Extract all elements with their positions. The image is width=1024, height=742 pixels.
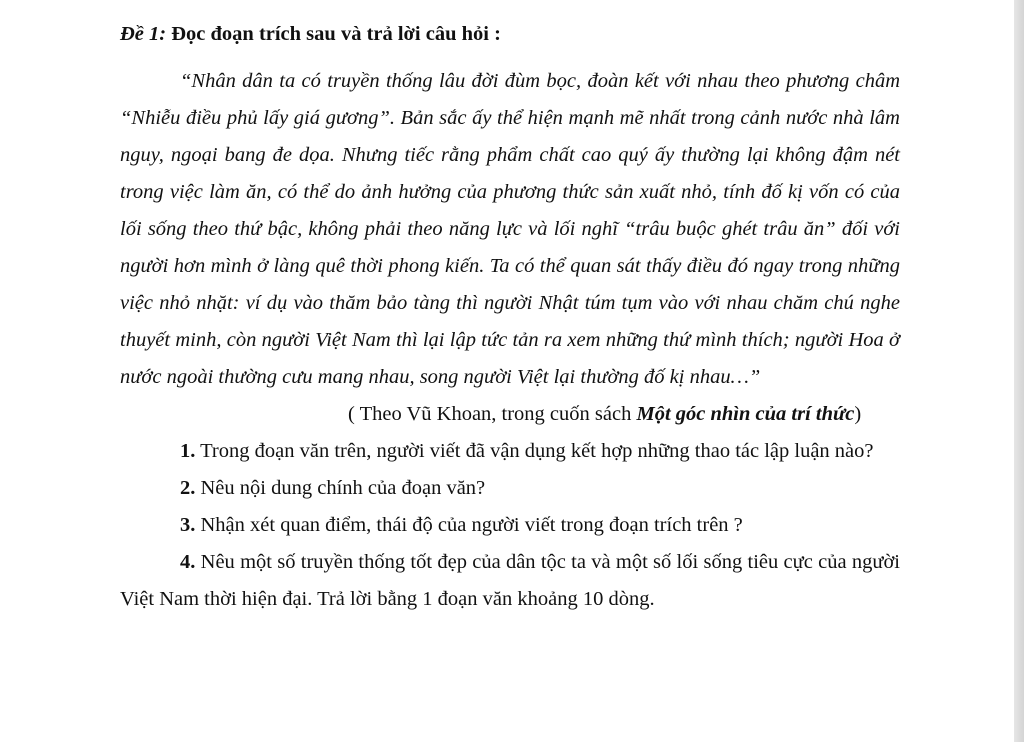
source-suffix: ) [854, 403, 862, 425]
document-page [120, 16, 900, 618]
question-number: 4. [180, 551, 196, 573]
question-number: 3. [180, 514, 196, 536]
question-text: Nêu nội dung chính của đoạn văn? [195, 477, 486, 499]
question-4 [120, 544, 900, 618]
exercise-heading [120, 16, 900, 53]
page-edge-shadow [1014, 0, 1024, 742]
exercise-instruction: Đọc đoạn trích sau và trả lời câu hỏi : [171, 23, 501, 45]
question-text: Nêu một số truyền thống tốt đẹp của dân tộc ta và một số lối sống tiêu cực của người Việt Nam thời hiện đại. Trả lời bằng 1 đoạn văn khoảng 10 dòng. [120, 551, 900, 610]
question-number: 2. [180, 477, 196, 499]
quoted-passage: “Nhân dân ta có truyền thống lâu đời đùm bọc, đoàn kết với nhau theo phương châm “Nhiễu điều phủ lấy giá gương”. Bản sắc ấy thể hiện mạnh mẽ nhất trong cảnh nước nhà lâm nguy, ngoại bang đe dọa. Nhưng tiếc rằng phẩm chất cao quý ấy thường lại không đậm nét trong việc làm ăn, có thể do ảnh hưởng của phương thức sản xuất nhỏ, tính đố kị vốn có của lối sống theo thứ bậc, không phải theo năng lực và lối nghĩ “trâu buộc ghét trâu ăn” đối với người hơn mình ở làng quê thời phong kiến. Ta có thể quan sát thấy điều đó ngay trong những việc nhỏ nhặt: ví dụ vào thăm bảo tàng thì người Nhật túm tụm vào với nhau chăm chú nghe thuyết minh, còn người Việt Nam thì lại lập tức tản ra xem những thứ mình thích; người Hoa ở nước ngoài thường cưu mang nhau, song người Việt lại thường đố kị nhau…” [120, 70, 900, 388]
question-1 [120, 433, 900, 470]
exercise-label: Đề 1: [120, 23, 167, 45]
question-2 [120, 470, 900, 507]
source-book-title: Một góc nhìn của trí thức [636, 403, 855, 425]
question-3 [120, 507, 900, 544]
source-prefix: ( Theo Vũ Khoan, trong cuốn sách [348, 403, 637, 425]
question-number: 1. [180, 440, 196, 462]
question-text: Nhận xét quan điểm, thái độ của người viết trong đoạn trích trên ? [195, 514, 743, 536]
source-citation [120, 396, 900, 433]
question-text: Trong đoạn văn trên, người viết đã vận dụng kết hợp những thao tác lập luận nào? [195, 440, 874, 462]
